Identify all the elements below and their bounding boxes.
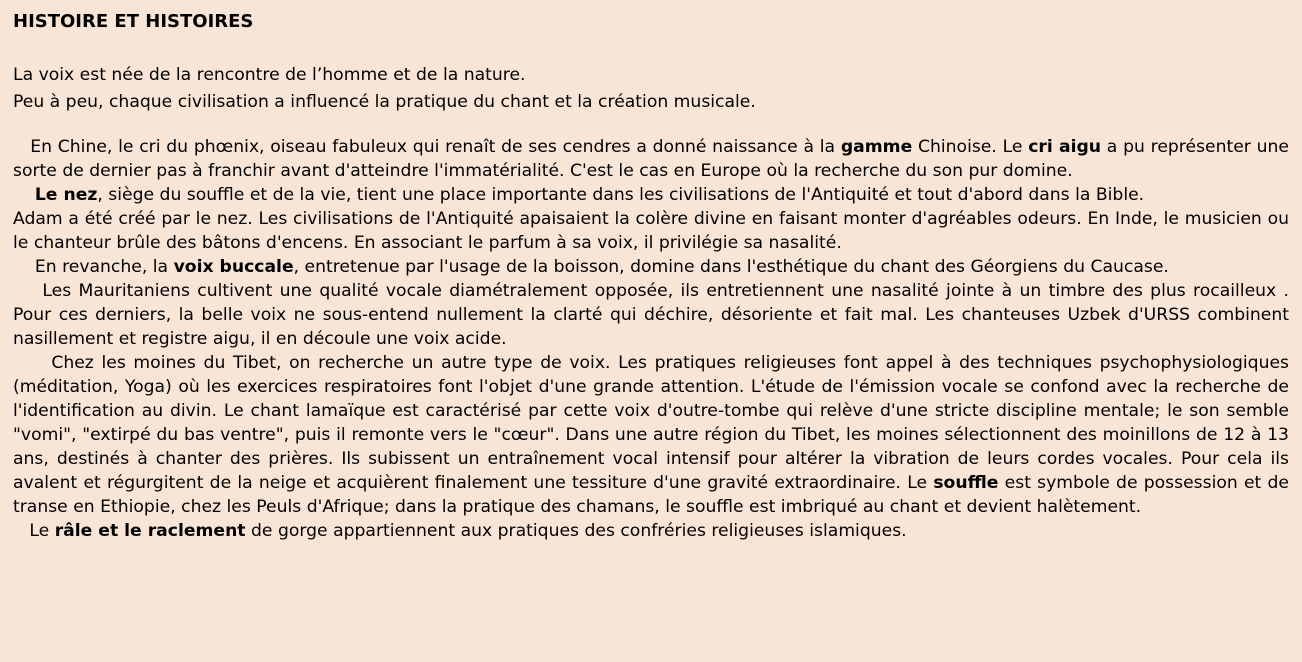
body-paragraph: [13, 183, 1289, 207]
bold-term: voix buccale: [173, 257, 294, 277]
text-run: Chinoise. Le: [912, 137, 1029, 157]
bold-term: gamme: [840, 137, 913, 157]
paragraph-indent: [13, 281, 42, 301]
paragraph-indent: [13, 185, 35, 205]
body-paragraph: [13, 207, 1289, 255]
paragraph-indent: [13, 353, 51, 373]
text-run: Adam a été créé par le nez. Les civilisations de l'Antiquité apaisaient la colère divine en faisant monter d'agréables odeurs. En Inde, le musicien ou le chanteur brûle des bâtons d'encens. En associant le parfum à sa voix, il privilégie sa nasalité.: [13, 209, 1289, 253]
body-paragraph: [13, 255, 1289, 279]
text-run: , entretenue par l'usage de la boisson, domine dans l'esthétique du chant des Géorgiens du Caucase.: [293, 257, 1169, 277]
body-paragraph: [13, 519, 1289, 543]
text-run: Les Mauritaniens cultivent une qualité vocale diamétralement opposée, ils entretiennent une nasalité jointe à un timbre des plus rocailleux . Pour ces derniers, la belle voix ne sous-entend nullement la clarté qui déchire, désoriente et fait mal. Les chanteuses Uzbek d'URSS combinent nasillement et registre aigu, il en découle une voix acide.: [13, 281, 1290, 349]
page-title: HISTOIRE ET HISTOIRES: [13, 11, 254, 32]
body-paragraph: [13, 351, 1289, 519]
paragraph-indent: [13, 137, 30, 157]
bold-term: souffle: [933, 473, 999, 493]
text-run: Le: [29, 521, 55, 541]
text-run: En Chine, le cri du phœnix, oiseau fabuleux qui renaît de ses cendres a donné naissance à la: [30, 137, 841, 157]
intro-line: Peu à peu, chaque civilisation a influencé la pratique du chant et la création musicale.: [13, 92, 756, 112]
body-paragraph: [13, 135, 1289, 183]
paragraph-indent: [13, 521, 29, 541]
text-run: est symbole de possession et de transe en Ethiopie, chez les Peuls d'Afrique; dans la pratique des chamans, le souffle est imbriqué au chant et devient halètement.: [13, 473, 1289, 517]
text-run: , siège du souffle et de la vie, tient une place importante dans les civilisations de l'Antiquité et tout d'abord dans la Bible.: [97, 185, 1145, 205]
text-run: de gorge appartiennent aux pratiques des confréries religieuses islamiques.: [245, 521, 907, 541]
paragraph-indent: [13, 257, 35, 277]
bold-term: cri aigu: [1028, 137, 1102, 157]
body-text: [13, 135, 1289, 543]
intro-line: La voix est née de la rencontre de l’homme et de la nature.: [13, 65, 526, 85]
bold-term: Le nez: [34, 185, 98, 205]
bold-term: râle et le raclement: [54, 521, 246, 541]
intro-block: [13, 62, 1289, 116]
text-run: Chez les moines du Tibet, on recherche un autre type de voix. Les pratiques religieuses font appel à des techniques psychophysiologiques (méditation, Yoga) où les exercices respiratoires font l'objet d'une grande attention. L'étude de l'émission vocale se confond avec la recherche de l'identification au divin. Le chant lamaïque est caractérisé par cette voix d'outre-tombe qui relève d'une stricte discipline mentale; le son semble "vomi", "extirpé du bas ventre", puis il remonte vers le "cœur". Dans une autre région du Tibet, les moines sélectionnent des moinillons de 12 à 13 ans, destinés à chanter des prières. Ils subissent un entraînement vocal intensif pour altérer la vibration de leurs cordes vocales. Pour cela ils avalent et régurgitent de la neige et acquièrent finalement une tessiture d'une gravité extraordinaire. Le: [13, 353, 1289, 493]
text-run: En revanche, la: [34, 257, 174, 277]
body-paragraph: [13, 279, 1289, 351]
text-run: a pu représenter une sorte de dernier pas à franchir avant d'atteindre l'immatérialité. C'est le cas en Europe où la recherche du son pur domine.: [13, 137, 1289, 181]
